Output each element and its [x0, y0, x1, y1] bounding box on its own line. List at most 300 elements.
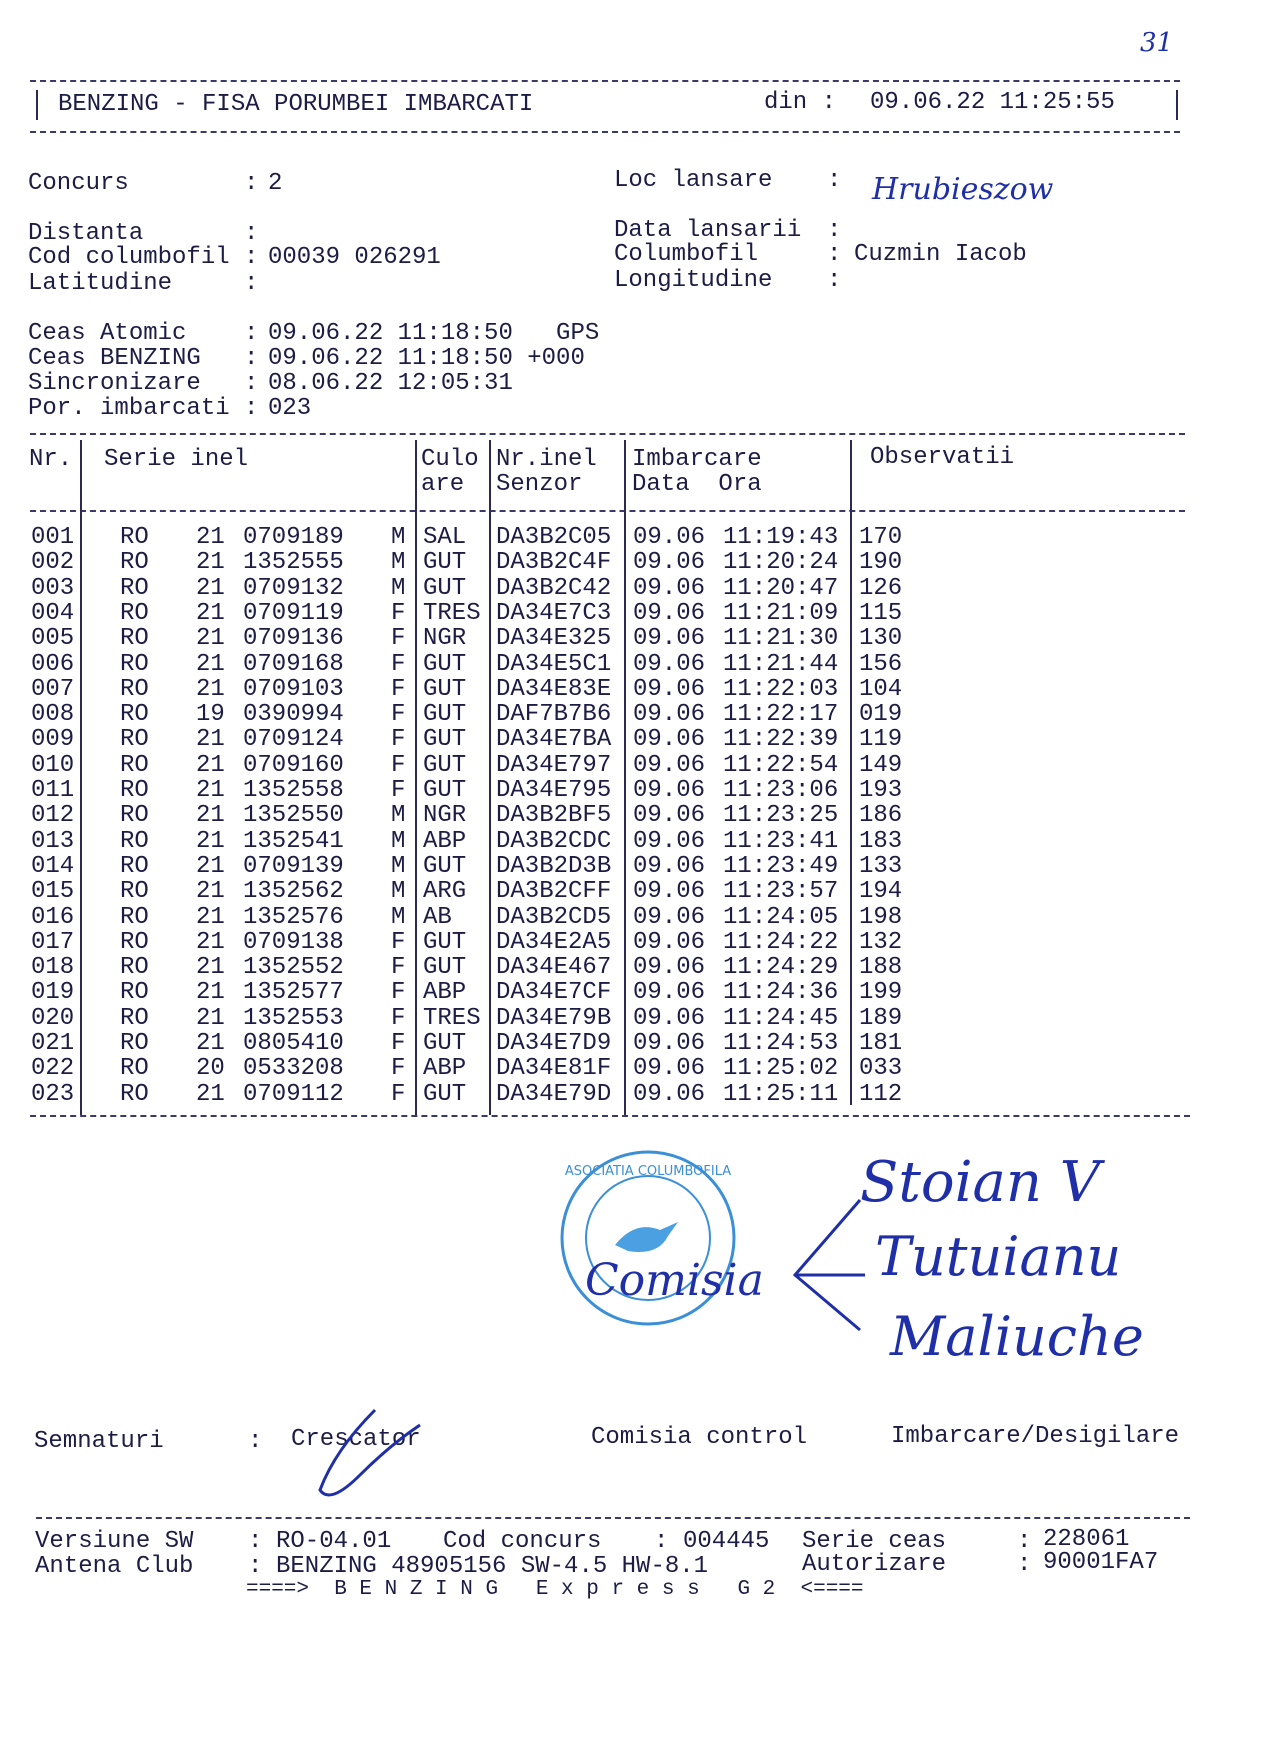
serie-ceas-label: Serie ceas: [802, 1528, 947, 1555]
observatii: 130: [859, 625, 903, 653]
versiune-label: Versiune SW: [35, 1528, 194, 1555]
sensor-id: DA34E7CF: [496, 979, 612, 1007]
col-data-ora: Data Ora: [632, 471, 762, 498]
signature-2: Tutuianu: [875, 1225, 1122, 1288]
date: 09.06: [633, 827, 706, 855]
colon: :: [244, 220, 259, 247]
clock-label: Ceas BENZING: [28, 345, 201, 372]
year: 21: [196, 802, 225, 830]
row-nr: 004: [31, 599, 75, 627]
stamp-handwriting: Comisia: [585, 1255, 764, 1306]
time: 11:22:54: [723, 751, 839, 779]
ring-number: 1352555: [243, 549, 344, 577]
sensor-id: DA34E325: [496, 625, 612, 653]
date: 09.06: [633, 1030, 706, 1057]
country: RO: [120, 650, 149, 678]
time: 11:24:22: [723, 928, 839, 956]
row-nr: 009: [31, 726, 75, 754]
clock-value: 023: [268, 395, 312, 422]
row-nr: 021: [31, 1030, 75, 1057]
date: 09.06: [633, 979, 706, 1007]
year: 21: [196, 650, 225, 678]
clock-label: Sincronizare: [28, 370, 201, 397]
col-culoare-2: are: [421, 471, 465, 498]
row-nr: 022: [31, 1055, 75, 1083]
year: 21: [196, 1030, 225, 1057]
colon: :: [244, 320, 259, 347]
header-right-border: [1176, 90, 1178, 120]
table-top-border: [30, 433, 1185, 435]
colon: :: [244, 395, 259, 422]
time: 11:23:25: [723, 802, 839, 830]
sex: F: [391, 1004, 406, 1032]
table-bottom-border: [30, 1115, 1190, 1117]
observatii: 199: [859, 979, 903, 1007]
year: 21: [196, 928, 225, 956]
observatii: 126: [859, 574, 903, 602]
colon: :: [827, 267, 842, 294]
ring-number: 0533208: [243, 1055, 344, 1083]
country: RO: [120, 878, 149, 906]
color: ABP: [423, 979, 467, 1007]
country: RO: [120, 599, 149, 627]
colon: :: [1017, 1551, 1032, 1578]
sensor-id: DA3B2D3B: [496, 852, 612, 880]
row-nr: 010: [31, 751, 75, 779]
header-bottom-border: [30, 131, 1180, 133]
observatii: 132: [859, 928, 903, 956]
ring-number: 1352576: [243, 903, 344, 931]
sex: M: [391, 549, 406, 577]
sensor-id: DA34E797: [496, 751, 612, 779]
ring-number: 1352541: [243, 827, 344, 855]
clock-label: Por. imbarcati: [28, 395, 230, 422]
row-nr: 013: [31, 827, 75, 855]
time: 11:21:44: [723, 650, 839, 678]
observatii: 198: [859, 903, 903, 931]
date: 09.06: [633, 599, 706, 627]
country: RO: [120, 928, 149, 956]
color: SAL: [423, 524, 467, 551]
year: 21: [196, 751, 225, 779]
time: 11:21:09: [723, 599, 839, 627]
date: 09.06: [633, 903, 706, 931]
time: 11:24:36: [723, 979, 839, 1007]
antena-value: BENZING 48905156 SW-4.5 HW-8.1: [276, 1553, 709, 1580]
row-nr: 020: [31, 1004, 75, 1032]
sensor-id: DA34E79B: [496, 1004, 612, 1032]
year: 21: [196, 675, 225, 703]
stamp-text: ASOCIATIA COLUMBOFILA: [564, 1164, 732, 1179]
cod-concurs-value: 004445: [683, 1528, 770, 1555]
colon: :: [248, 1428, 263, 1455]
ring-number: 0709138: [243, 928, 344, 956]
country: RO: [120, 1030, 149, 1057]
time: 11:24:05: [723, 903, 839, 931]
year: 21: [196, 954, 225, 982]
sensor-id: DA34E2A5: [496, 928, 612, 956]
comisia-control-label: Comisia control: [591, 1424, 808, 1451]
sensor-id: DA34E5C1: [496, 650, 612, 678]
sensor-id: DA34E7D9: [496, 1030, 612, 1057]
year: 21: [196, 827, 225, 855]
sensor-id: DA34E7C3: [496, 599, 612, 627]
country: RO: [120, 777, 149, 804]
colon: :: [1017, 1528, 1032, 1555]
color: ARG: [423, 878, 467, 906]
date: 09.06: [633, 650, 706, 678]
date: 09.06: [633, 777, 706, 804]
observatii: 115: [859, 599, 903, 627]
col-divider: [850, 440, 852, 1105]
sex: M: [391, 852, 406, 880]
field-value: Cuzmin Iacob: [854, 241, 1027, 268]
sex: M: [391, 903, 406, 931]
col-imbarcare: Imbarcare: [632, 446, 762, 473]
autorizare-label: Autorizare: [802, 1551, 947, 1578]
ring-number: 1352558: [243, 777, 344, 804]
ring-number: 1352552: [243, 954, 344, 982]
antena-label: Antena Club: [35, 1553, 194, 1580]
country: RO: [120, 903, 149, 931]
crescator-signature: [315, 1405, 425, 1505]
colon: :: [248, 1553, 263, 1580]
colon: :: [248, 1528, 263, 1555]
observatii: 019: [859, 701, 903, 729]
din-label: din :: [764, 89, 837, 116]
country: RO: [120, 524, 149, 551]
col-observatii: Observatii: [870, 444, 1015, 471]
date: 09.06: [633, 928, 706, 956]
country: RO: [120, 726, 149, 754]
country: RO: [120, 979, 149, 1007]
arrow-mark: [790, 1190, 870, 1340]
color: GUT: [423, 751, 467, 779]
ring-number: 0709124: [243, 726, 344, 754]
date: 09.06: [633, 1004, 706, 1032]
country: RO: [120, 802, 149, 830]
date: 09.06: [633, 625, 706, 653]
time: 11:20:47: [723, 574, 839, 602]
colon: :: [827, 217, 842, 244]
color: ABP: [423, 827, 467, 855]
versiune-value: RO-04.01: [276, 1528, 392, 1555]
ring-number: 1352550: [243, 802, 344, 830]
time: 11:23:49: [723, 852, 839, 880]
row-nr: 005: [31, 625, 75, 653]
sex: F: [391, 650, 406, 678]
time: 11:21:30: [723, 625, 839, 653]
ring-number: 0390994: [243, 701, 344, 729]
sex: F: [391, 625, 406, 653]
table-header-border: [30, 510, 1185, 512]
country: RO: [120, 1004, 149, 1032]
observatii: 119: [859, 726, 903, 754]
sex: F: [391, 1080, 406, 1108]
semnaturi-label: Semnaturi: [34, 1428, 164, 1455]
clock-value: 09.06.22 11:18:50 +000: [268, 345, 585, 372]
observatii: 194: [859, 878, 903, 906]
observatii: 190: [859, 549, 903, 577]
color: GUT: [423, 701, 467, 729]
date: 09.06: [633, 524, 706, 551]
colon: :: [244, 270, 259, 297]
observatii: 156: [859, 650, 903, 678]
cod-concurs-label: Cod concurs: [443, 1528, 602, 1555]
color: GUT: [423, 954, 467, 982]
col-divider: [80, 440, 82, 1115]
time: 11:22:39: [723, 726, 839, 754]
colon: :: [827, 167, 842, 194]
field-label: Longitudine: [614, 267, 773, 294]
col-nr-inel: Nr.inel: [496, 446, 597, 473]
sex: M: [391, 878, 406, 906]
field-label: Loc lansare: [614, 167, 773, 194]
row-nr: 006: [31, 650, 75, 678]
country: RO: [120, 701, 149, 729]
color: GUT: [423, 574, 467, 602]
signature-1: Stoian V: [860, 1150, 1101, 1215]
colon: :: [654, 1528, 669, 1555]
loc-lansare-handwritten: Hrubieszow: [872, 172, 1054, 207]
year: 21: [196, 1080, 225, 1108]
year: 21: [196, 549, 225, 577]
col-senzor: Senzor: [496, 471, 583, 498]
row-nr: 017: [31, 928, 75, 956]
color: GUT: [423, 852, 467, 880]
row-nr: 012: [31, 802, 75, 830]
sensor-id: DA3B2C4F: [496, 549, 612, 577]
sex: F: [391, 675, 406, 703]
time: 11:22:17: [723, 701, 839, 729]
year: 21: [196, 726, 225, 754]
color: GUT: [423, 726, 467, 754]
col-divider: [415, 440, 417, 1115]
country: RO: [120, 625, 149, 653]
date: 09.06: [633, 574, 706, 602]
observatii: 181: [859, 1030, 903, 1057]
observatii: 188: [859, 954, 903, 982]
country: RO: [120, 954, 149, 982]
col-divider: [624, 440, 626, 1115]
ring-number: 0709132: [243, 574, 344, 602]
observatii: 112: [859, 1080, 903, 1108]
colon: :: [244, 370, 259, 397]
ring-number: 0805410: [243, 1030, 344, 1057]
row-nr: 002: [31, 549, 75, 577]
field-value: 2: [268, 170, 283, 197]
sex: M: [391, 524, 406, 551]
color: GUT: [423, 650, 467, 678]
time: 11:22:03: [723, 675, 839, 703]
ring-number: 0709189: [243, 524, 344, 551]
col-serie-inel: Serie inel: [104, 446, 249, 473]
country: RO: [120, 1055, 149, 1083]
print-datetime: 09.06.22 11:25:55: [870, 89, 1115, 116]
ring-number: 0709168: [243, 650, 344, 678]
sensor-id: DA3B2BF5: [496, 802, 612, 830]
date: 09.06: [633, 1080, 706, 1108]
observatii: 133: [859, 852, 903, 880]
time: 11:25:11: [723, 1080, 839, 1108]
color: GUT: [423, 549, 467, 577]
field-label: Distanta: [28, 220, 144, 247]
colon: :: [244, 345, 259, 372]
time: 11:23:06: [723, 777, 839, 804]
benzing-express-banner: ====> B E N Z I N G E x p r e s s G 2 <====: [246, 1578, 864, 1601]
col-culoare: Culo: [421, 446, 479, 473]
sensor-id: DA3B2CFF: [496, 878, 612, 906]
ring-number: 0709160: [243, 751, 344, 779]
sex: F: [391, 726, 406, 754]
color: GUT: [423, 1030, 467, 1057]
year: 21: [196, 878, 225, 906]
row-nr: 018: [31, 954, 75, 982]
signature-3: Maliuche: [890, 1305, 1144, 1368]
sensor-id: DA34E467: [496, 954, 612, 982]
sensor-id: DA34E79D: [496, 1080, 612, 1108]
date: 09.06: [633, 726, 706, 754]
observatii: 149: [859, 751, 903, 779]
date: 09.06: [633, 549, 706, 577]
colon: :: [244, 170, 259, 197]
ring-number: 0709139: [243, 852, 344, 880]
row-nr: 019: [31, 979, 75, 1007]
color: NGR: [423, 625, 467, 653]
clock-label: Ceas Atomic: [28, 320, 187, 347]
color: GUT: [423, 1080, 467, 1108]
color: GUT: [423, 777, 467, 804]
sensor-id: DA3B2CDC: [496, 827, 612, 855]
page-number-handwritten: 31: [1140, 28, 1174, 58]
row-nr: 015: [31, 878, 75, 906]
country: RO: [120, 1080, 149, 1108]
date: 09.06: [633, 675, 706, 703]
clock-value: 09.06.22 11:18:50 GPS: [268, 320, 600, 347]
date: 09.06: [633, 751, 706, 779]
color: TRES: [423, 1004, 481, 1032]
observatii: 170: [859, 524, 903, 551]
header-top-border: [30, 80, 1180, 82]
sensor-id: DA3B2C05: [496, 524, 612, 551]
field-label: Columbofil: [614, 241, 759, 268]
time: 11:25:02: [723, 1055, 839, 1083]
date: 09.06: [633, 802, 706, 830]
row-nr: 014: [31, 852, 75, 880]
colon: :: [244, 244, 259, 271]
footer-border: [36, 1517, 1190, 1519]
pigeon-icon: [615, 1222, 678, 1252]
country: RO: [120, 751, 149, 779]
observatii: 183: [859, 827, 903, 855]
time: 11:23:57: [723, 878, 839, 906]
sensor-id: DA3B2C42: [496, 574, 612, 602]
year: 21: [196, 777, 225, 804]
ring-number: 0709103: [243, 675, 344, 703]
country: RO: [120, 574, 149, 602]
observatii: 189: [859, 1004, 903, 1032]
ring-number: 1352553: [243, 1004, 344, 1032]
time: 11:19:43: [723, 524, 839, 551]
row-nr: 016: [31, 903, 75, 931]
sex: F: [391, 954, 406, 982]
year: 21: [196, 599, 225, 627]
sex: F: [391, 1055, 406, 1083]
color: ABP: [423, 1055, 467, 1083]
year: 19: [196, 701, 225, 729]
year: 21: [196, 625, 225, 653]
date: 09.06: [633, 852, 706, 880]
sensor-id: DAF7B7B6: [496, 701, 612, 729]
sex: F: [391, 751, 406, 779]
row-nr: 011: [31, 777, 75, 804]
observatii: 104: [859, 675, 903, 703]
time: 11:24:45: [723, 1004, 839, 1032]
observatii: 186: [859, 802, 903, 830]
color: GUT: [423, 675, 467, 703]
country: RO: [120, 827, 149, 855]
sex: F: [391, 701, 406, 729]
sex: M: [391, 802, 406, 830]
color: GUT: [423, 928, 467, 956]
row-nr: 001: [31, 524, 75, 551]
autorizare-value: 90001FA7: [1043, 1549, 1159, 1576]
ring-number: 1352577: [243, 979, 344, 1007]
color: TRES: [423, 599, 481, 627]
field-label: Latitudine: [28, 270, 173, 297]
sensor-id: DA34E81F: [496, 1055, 612, 1083]
clock-value: 08.06.22 12:05:31: [268, 370, 513, 397]
field-label: Data lansarii: [614, 217, 802, 244]
sensor-id: DA34E83E: [496, 675, 612, 703]
sex: F: [391, 979, 406, 1007]
date: 09.06: [633, 954, 706, 982]
date: 09.06: [633, 1055, 706, 1083]
year: 20: [196, 1055, 225, 1083]
year: 21: [196, 979, 225, 1007]
sensor-id: DA3B2CD5: [496, 903, 612, 931]
country: RO: [120, 852, 149, 880]
date: 09.06: [633, 878, 706, 906]
sex: F: [391, 928, 406, 956]
country: RO: [120, 549, 149, 577]
observatii: 193: [859, 777, 903, 804]
sex: M: [391, 574, 406, 602]
row-nr: 008: [31, 701, 75, 729]
document-title: BENZING - FISA PORUMBEI IMBARCATI: [58, 91, 534, 118]
sex: F: [391, 1030, 406, 1057]
year: 21: [196, 903, 225, 931]
ring-number: 0709136: [243, 625, 344, 653]
row-nr: 023: [31, 1080, 75, 1108]
header-left-border: [36, 90, 38, 120]
year: 21: [196, 574, 225, 602]
time: 11:24:53: [723, 1030, 839, 1057]
colon: :: [827, 241, 842, 268]
time: 11:23:41: [723, 827, 839, 855]
color: NGR: [423, 802, 467, 830]
row-nr: 007: [31, 675, 75, 703]
observatii: 033: [859, 1055, 903, 1083]
imbarcare-desigilare-label: Imbarcare/Desigilare: [891, 1423, 1180, 1450]
year: 21: [196, 524, 225, 551]
sensor-id: DA34E795: [496, 777, 612, 804]
ring-number: 1352562: [243, 878, 344, 906]
field-value: 00039 026291: [268, 244, 441, 271]
row-nr: 003: [31, 574, 75, 602]
year: 21: [196, 1004, 225, 1032]
sex: M: [391, 827, 406, 855]
